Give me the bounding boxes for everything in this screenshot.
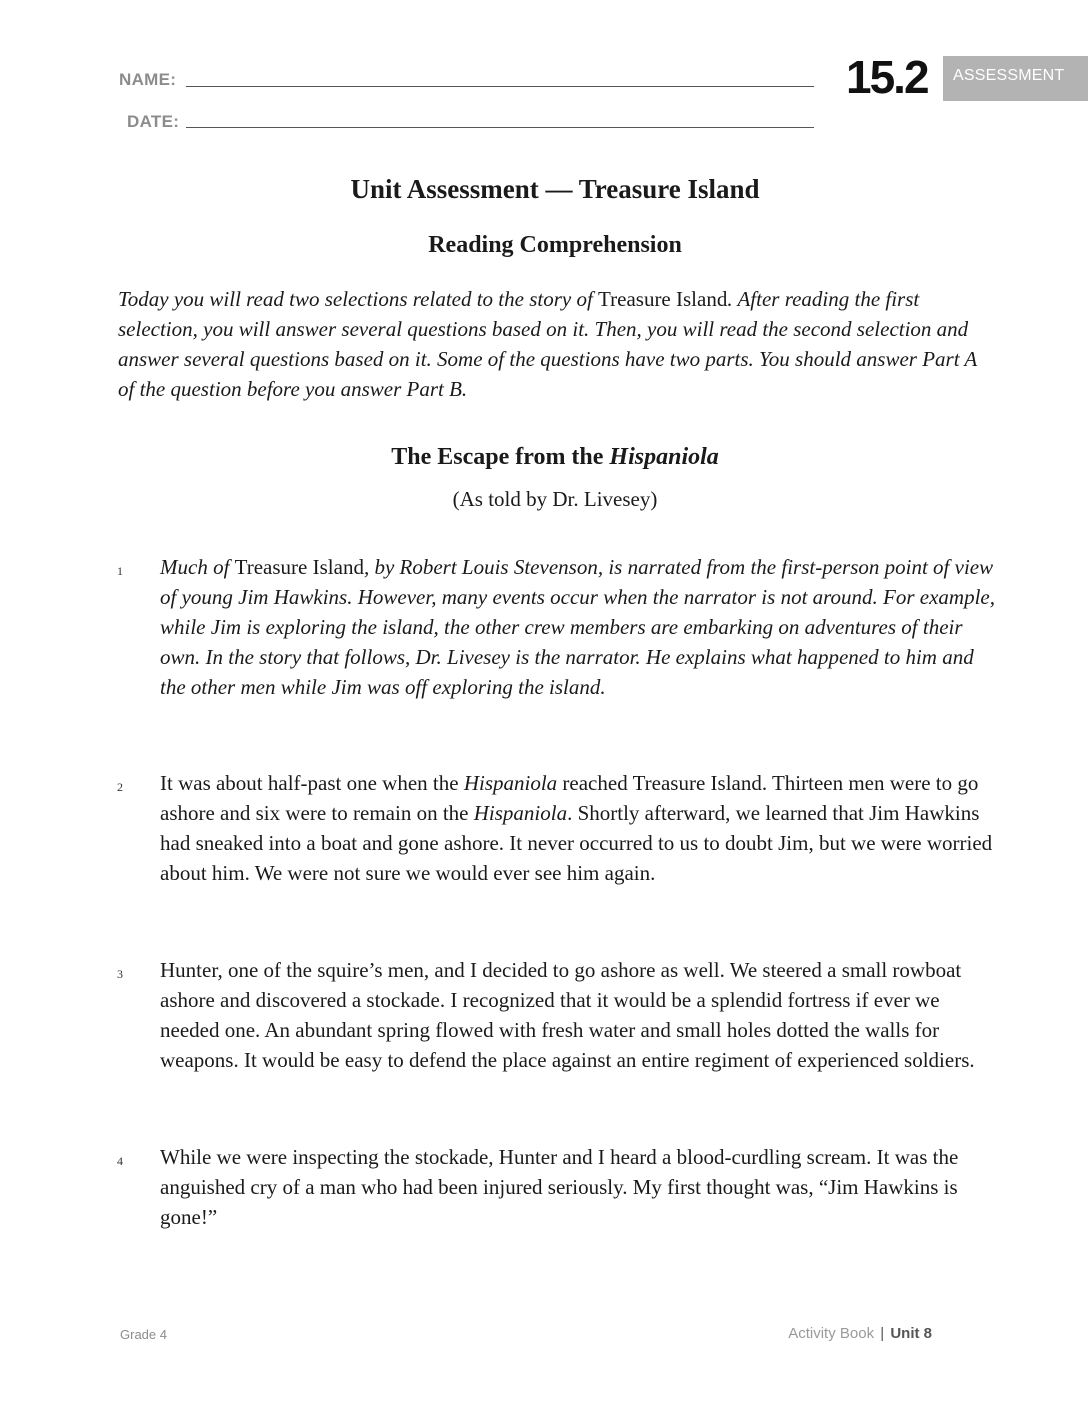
p2-ship-1: Hispaniola xyxy=(463,771,558,795)
paragraph-3: Hunter, one of the squire’s men, and I decided to go ashore as well. We steered a small rowboat ashore and discovered a stockade. I recognized that it would be a splendid fortress if ever we needed one. An abundant spring flowed with fresh water and small holes dotted the walls for weapons. It would be easy to defend the place against an entire regiment of experienced soldiers. xyxy=(160,958,975,1072)
footer-unit: Unit 8 xyxy=(890,1325,932,1342)
story-title xyxy=(0,444,1088,471)
p1-c: , by Robert Louis Stevenson, is narrated from the first-person point of view of young Jim Hawkins. However, many events occur when the narrator is not around. For example, while Jim is exploring the island, the other crew members are embarking on adventures of their own. In the story that follows, Dr. Livesey is the narrator. He explains what happened to him and the other men while Jim was off exploring the island. xyxy=(160,555,996,699)
page-title: Unit Assessment — Treasure Island xyxy=(350,174,760,204)
paragraph-1 xyxy=(160,552,1000,702)
footer-separator: | xyxy=(880,1325,885,1342)
story-narrator: (As told by Dr. Livesey) xyxy=(452,487,658,511)
p2-a: It was about half-past one when the xyxy=(160,771,464,795)
date-label: DATE: xyxy=(127,112,180,131)
paragraph-2 xyxy=(160,768,1000,888)
story-title-ship: Hispaniola xyxy=(609,444,719,470)
footer-grade: Grade 4 xyxy=(120,1327,167,1342)
p2-ship-2: Hispaniola xyxy=(473,801,568,825)
paragraph-number-4: 4 xyxy=(117,1154,123,1168)
lesson-number: 15.2 xyxy=(846,51,928,103)
instructions xyxy=(118,284,998,404)
footer-book: Activity Book xyxy=(788,1325,875,1342)
p2-e: . Shortly afterward, we learned that Jim Hawkins had sneaked into a boat and gone ashore. It never occurred to us to doubt Jim, but we were worried about him. We were not sure we would ever see him again. xyxy=(160,801,993,885)
intro-book-title: Treasure Island xyxy=(598,287,728,311)
p2-c: reached Treasure Island. Thirteen men were to go ashore and six were to remain on the xyxy=(160,771,979,825)
paragraph-4: While we were inspecting the stockade, Hunter and I heard a blood-curdling scream. It was the anguished cry of a man who had been injured seriously. My first thought was, “Jim Hawkins is gone!” xyxy=(160,1145,959,1229)
paragraph-number-2: 2 xyxy=(117,780,123,794)
p1-book: Treasure Island xyxy=(234,555,364,579)
name-field-line[interactable] xyxy=(186,86,814,87)
footer-book-unit xyxy=(788,1325,932,1342)
paragraph-number-1: 1 xyxy=(117,564,123,578)
date-field-line[interactable] xyxy=(186,127,814,128)
story-title-prefix: The Escape from the xyxy=(391,444,610,470)
intro-part1: Today you will read two selections related to the story of xyxy=(118,287,599,311)
assessment-tab: ASSESSMENT xyxy=(943,56,1088,101)
intro-part2: . After reading the first selection, you will answer several questions based on it. Then, you will read the second selection and answer several questions based on it. Some of the questions have two parts. You should answer Part A of the question before you answer Part B. xyxy=(118,287,977,401)
paragraph-number-3: 3 xyxy=(117,967,123,981)
p1-a: Much of xyxy=(160,555,235,579)
section-subtitle: Reading Comprehension xyxy=(428,232,682,258)
name-label: NAME: xyxy=(119,70,177,89)
